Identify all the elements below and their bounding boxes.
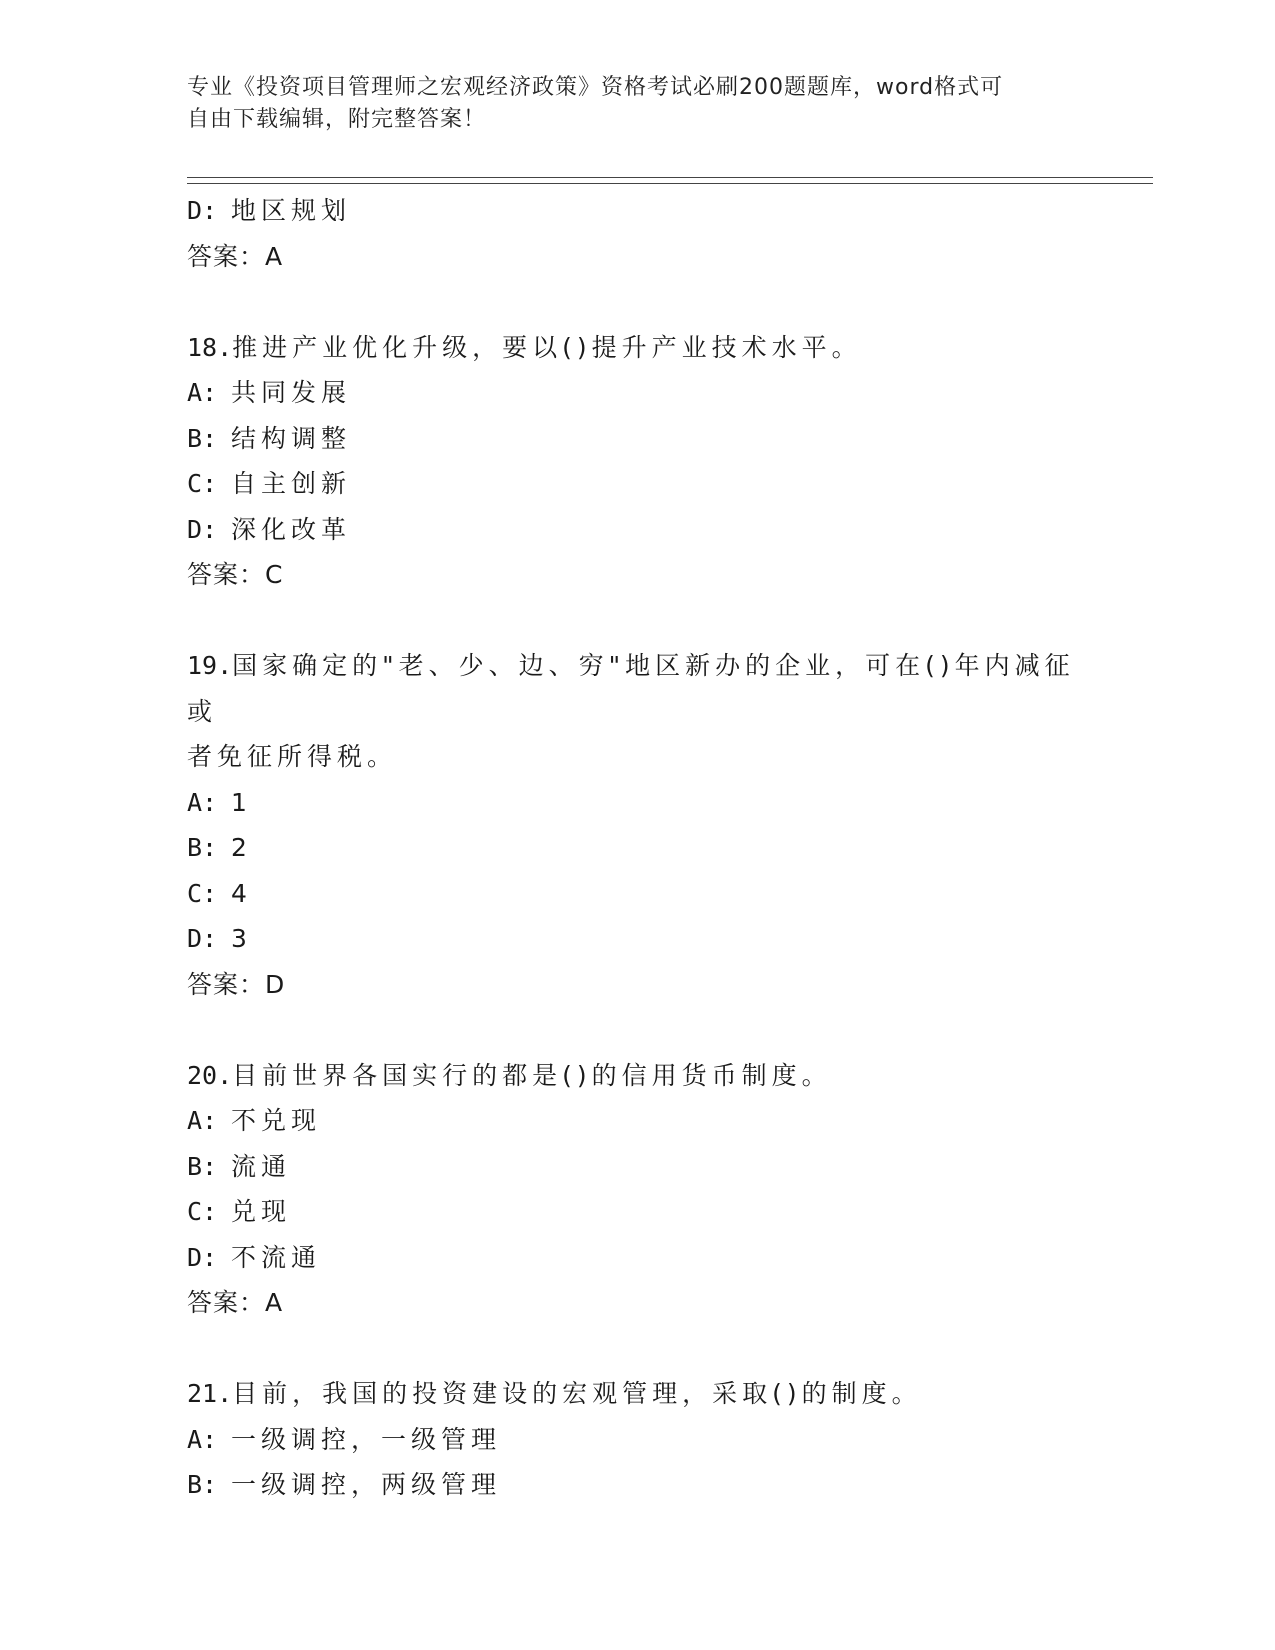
question-20-option-a bbox=[187, 1098, 1087, 1144]
option-text: 一级调控，两级管理 bbox=[231, 1470, 502, 1499]
question-18-option-d bbox=[187, 507, 1087, 553]
option-text: 1 bbox=[231, 787, 252, 817]
header-line-1: 专业《投资项目管理师之宏观经济政策》资格考试必刷200题题库，word格式可 bbox=[187, 75, 1004, 100]
header-line-2: 自由下载编辑，附完整答案！ bbox=[187, 107, 487, 132]
option-text: 结构调整 bbox=[231, 423, 352, 453]
question-21-option-a bbox=[187, 1417, 1087, 1463]
option-label: D: bbox=[187, 1242, 218, 1272]
question-20-option-d bbox=[187, 1235, 1087, 1281]
option-label: B: bbox=[187, 833, 218, 862]
option-text: 自主创新 bbox=[231, 469, 352, 498]
question-19-stem bbox=[187, 643, 1077, 780]
question-number: 20. bbox=[187, 1060, 233, 1090]
question-19-answer: 答案：D bbox=[187, 969, 286, 999]
spacer bbox=[187, 279, 1087, 325]
question-18-answer: 答案：C bbox=[187, 560, 284, 589]
question-20-stem bbox=[187, 1053, 1077, 1099]
option-text: 共同发展 bbox=[231, 378, 352, 407]
option-label: A: bbox=[187, 1424, 218, 1454]
question-20-answer: 答案：A bbox=[187, 1288, 284, 1317]
option-label: D: bbox=[187, 196, 218, 225]
question-21-option-b bbox=[187, 1462, 1087, 1508]
option-text: 地区规划 bbox=[231, 196, 352, 225]
option-text: 深化改革 bbox=[231, 514, 352, 544]
option-text: 不流通 bbox=[231, 1242, 322, 1272]
question-20-option-b bbox=[187, 1144, 1087, 1190]
question-18-option-a bbox=[187, 370, 1087, 416]
question-text: 目前世界各国实行的都是()的信用货币制度。 bbox=[232, 1060, 832, 1090]
spacer bbox=[187, 1326, 1087, 1372]
question-text-line-1: 国家确定的"老、少、边、穷"地区新办的企业，可在()年内减征或 bbox=[187, 651, 1075, 726]
option-text: 一级调控，一级管理 bbox=[231, 1424, 502, 1454]
question-text: 推进产业优化升级，要以()提升产业技术水平。 bbox=[232, 332, 862, 362]
option-text: 兑现 bbox=[231, 1197, 292, 1226]
question-number: 21. bbox=[187, 1379, 233, 1408]
question-list bbox=[187, 188, 1087, 1508]
question-19-option-c bbox=[187, 871, 1087, 917]
spacer bbox=[187, 598, 1087, 644]
question-18-option-c bbox=[187, 461, 1087, 507]
option-text: 4 bbox=[231, 878, 252, 908]
answer-partial: 答案：A bbox=[187, 241, 284, 271]
question-19-option-b bbox=[187, 825, 1087, 871]
question-19-option-a bbox=[187, 780, 1087, 826]
option-label: B: bbox=[187, 423, 218, 453]
question-number: 19. bbox=[187, 651, 233, 680]
header-divider bbox=[187, 177, 1153, 184]
question-20-option-c bbox=[187, 1189, 1087, 1235]
option-label: B: bbox=[187, 1151, 218, 1181]
option-label: B: bbox=[187, 1470, 218, 1499]
option-text: 3 bbox=[231, 924, 252, 953]
question-text-line-2: 者免征所得税。 bbox=[187, 742, 398, 771]
question-18-option-b bbox=[187, 416, 1087, 462]
option-label: D: bbox=[187, 514, 218, 544]
option-text: 不兑现 bbox=[231, 1106, 322, 1135]
document-header bbox=[187, 72, 1067, 136]
option-text: 2 bbox=[231, 833, 252, 862]
option-label: C: bbox=[187, 469, 218, 498]
option-d-partial bbox=[187, 188, 1087, 234]
spacer bbox=[187, 1007, 1087, 1053]
question-18-stem bbox=[187, 325, 1077, 371]
question-text: 目前，我国的投资建设的宏观管理，采取()的制度。 bbox=[232, 1379, 922, 1408]
question-21-stem bbox=[187, 1371, 1077, 1417]
option-label: A: bbox=[187, 378, 218, 407]
option-label: A: bbox=[187, 1106, 218, 1135]
option-label: D: bbox=[187, 924, 218, 953]
question-19-option-d bbox=[187, 916, 1087, 962]
question-number: 18. bbox=[187, 332, 233, 362]
option-text: 流通 bbox=[231, 1151, 292, 1181]
option-label: C: bbox=[187, 878, 218, 908]
option-label: A: bbox=[187, 787, 218, 817]
option-label: C: bbox=[187, 1197, 218, 1226]
